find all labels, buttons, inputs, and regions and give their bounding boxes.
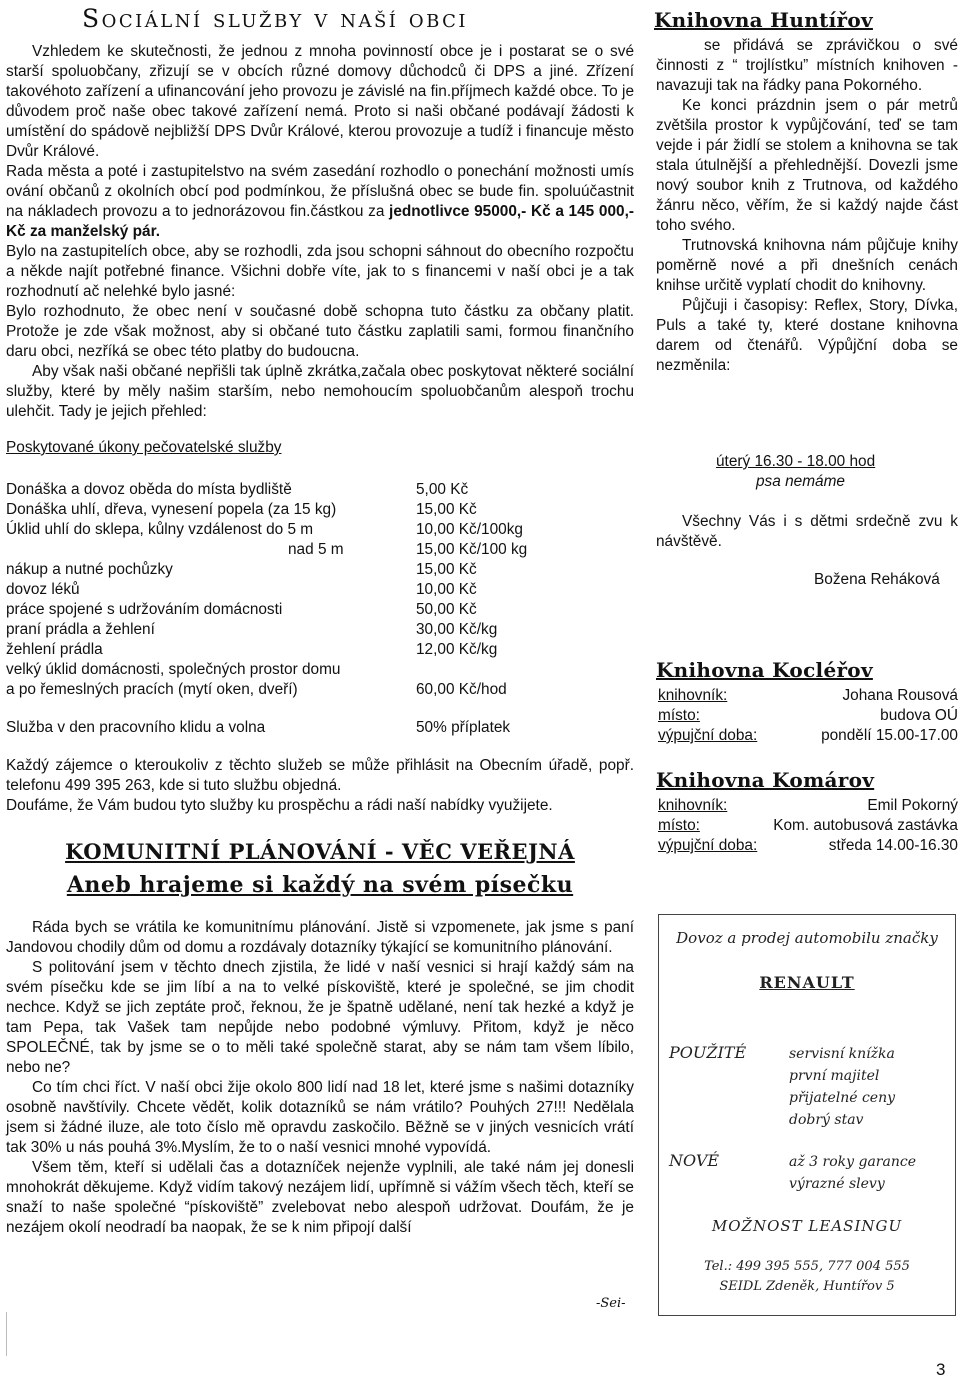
intro-paragraph-3: Bylo na zastupitelích obce, aby se rozhodli, zda jsou schopni sáhnout do obecního rozpočtu a někde najít potřebné finance. Všichni dobře víte, jak to s financemi v naší obci je a tak rozhodnutí ač nelehké bylo jasné: xyxy=(6,243,634,300)
kv-value: Kom. autobusová zastávka xyxy=(773,817,958,834)
page-number: 3 xyxy=(936,1360,946,1379)
ad-used-features xyxy=(789,1043,895,1131)
service-name: a po řemeslných pracích (mytí oken, dveří) xyxy=(6,681,298,698)
kv-label: místo: xyxy=(658,707,700,724)
community-title: KOMUNITNÍ PLÁNOVÁNÍ - VĚC VEŘEJNÁ xyxy=(65,839,575,864)
library-note: psa nemáme xyxy=(756,473,845,490)
service-name: praní prádla a žehlení xyxy=(6,621,155,638)
intro-section xyxy=(6,42,634,422)
library-hours: úterý 16.30 - 18.00 hod xyxy=(716,453,876,470)
intro-paragraph-4: Bylo rozhodnuto, že obec není v současné době schopna tuto částku za občany platit. Protože je zde však možnost, aby si občané tuto částku zaplatili sami, formou finančního daru obci, nezříká se obec této platby do budoucna. xyxy=(6,303,634,360)
car-dealer-ad xyxy=(658,914,956,1316)
ad-new-label: NOVÉ xyxy=(669,1151,720,1170)
library-komarov-title: Knihovna Komárov xyxy=(656,768,875,792)
page-title: Sociální služby v naší obci xyxy=(82,4,469,33)
ad-feature: výrazné slevy xyxy=(789,1176,885,1192)
ad-dealer: SEIDL Zdeněk, Huntířov 5 xyxy=(719,1279,895,1294)
ad-leasing: MOŽNOST LEASINGU xyxy=(711,1217,903,1235)
service-price: 60,00 Kč/hod xyxy=(416,681,507,698)
services-hope: Doufáme, že Vám budou tyto služby ku prospěchu a rádi naší nabídky využijete. xyxy=(6,797,553,814)
huntirov-paragraph-4: Půjčuji i časopisy: Reflex, Story, Dívka, Puls a také ty, které dostane knihovna darem od čtenářů. Výpůjční doba se nezměnila: xyxy=(656,297,958,374)
service-price: 15,00 Kč xyxy=(416,501,477,518)
service-price: 30,00 Kč/kg xyxy=(416,621,498,638)
ad-feature: přijatelné ceny xyxy=(789,1090,896,1106)
services-contact: Každý zájemce o kteroukoliv z těchto služeb se může přihlásit na Obecním úřadě, popř. telefonu 499 395 263, kde si tuto službu objedná. xyxy=(6,757,634,794)
ad-feature: dobrý stav xyxy=(789,1112,864,1128)
community-paragraph-1: Ráda bych se vrátila ke komunitnímu plánování. Jistě si vzpomenete, jak jsme s paní Jandovou chodily dům od domu a rozdávaly dotazníky týkající se komunitního plánování. xyxy=(6,919,634,956)
article-signature: -Sei- xyxy=(596,1296,626,1311)
intro-paragraph-1: Vzhledem ke skutečnosti, že jednou z mnoha povinností obce je i postarat se o své starší spoluobčany, zřizují se v obcích různé domovy důchodců či DPS a jiné. Zřízení takovéhoto zařízení a ufinancování jeho provozu je závislé na fin.příjmech každé obce. To je důvodem proč naše obec takové zařízení nemá. Proto si naši občané podávají žádosti k umístění do spádově nejbližší DPS Dvůr Králové, kterou provozuje a tudíž i financuje město Dvůr Králové. xyxy=(6,43,634,160)
community-article xyxy=(6,918,634,1238)
ad-new-features xyxy=(789,1151,916,1195)
kv-label: knihovník: xyxy=(658,687,728,704)
huntirov-paragraph-2: Ke konci prázdnin jsem o pár metrů zvětšila prostor k vypůjčování, teď se tam vejde i pár židlí se stolem a knihovna se tak stala útulnější a přehlednější. Dovezli jsme nový soubor knih z Trutnova, od každého žánru něco, věřím, že si každý najde část toho svého. xyxy=(656,97,958,234)
kv-label: výpujční doba: xyxy=(658,727,758,744)
intro-paragraph-2-price: jednotlivce 95000,- Kč a 145 000,- Kč za manželský pár. xyxy=(6,203,634,240)
services-heading: Poskytované úkony pečovatelské služby xyxy=(6,439,282,456)
ad-used-label: POUŽITÉ xyxy=(669,1043,747,1062)
ad-phone: Tel.: 499 395 555, 777 004 555 xyxy=(704,1259,910,1274)
service-name: práce spojené s udržováním domácnosti xyxy=(6,601,283,618)
service-price: 50,00 Kč xyxy=(416,601,477,618)
library-author: Božena Reháková xyxy=(814,571,940,588)
service-price: 10,00 Kč/100kg xyxy=(416,521,523,538)
ad-feature: servisní knížka xyxy=(789,1046,895,1062)
service-price: 15,00 Kč/100 kg xyxy=(416,541,528,558)
library-kocleirov-title: Knihovna Kocléřov xyxy=(656,658,873,682)
intro-paragraph-2-text: Rada města a poté i zastupitelstvo na svém zasedání rozhodlo o ponechání možnosti umís ování občanů z okolních obcí pod podmínkou, že příslušná obec se bude fin. spoluúčastnit na nákladech provozu a to jednorázovou fin.částkou za xyxy=(6,163,634,220)
library-huntirov-article xyxy=(656,36,958,376)
intro-paragraph-2 xyxy=(6,162,634,242)
service-name: žehlení prádla xyxy=(6,641,103,658)
kv-value: pondělí 15.00-17.00 xyxy=(821,727,958,744)
library-huntirov-title: Knihovna Huntířov xyxy=(654,8,873,32)
service-name: dovoz léků xyxy=(6,581,80,598)
ad-feature: až 3 roky garance xyxy=(789,1154,916,1170)
library-invite-text: Všechny Vás i s dětmi srdečně zvu k návštěvě. xyxy=(656,513,958,550)
kv-value: Johana Rousová xyxy=(842,687,958,704)
service-price: 10,00 Kč xyxy=(416,581,477,598)
service-name: nad 5 m xyxy=(288,541,344,558)
community-paragraph-3: Co tím chci říct. V naší obci žije okolo 800 lidí nad 18 let, které jsme s našimi dotazníky osobně navštívily. Chcete vědět, kolik dotazníků se nám vrátilo? Pouhých 27!!! Nedělala jsem si žádné iluze, ale toto číslo mě opravdu zaskočilo. Běžně se v jiných vesnicích vrátí tak 30% u nás pouhá 3%.Myslím, že to o naší vesnici mnohé vypovídá. xyxy=(6,1079,634,1156)
community-paragraph-2: S politování jsem v těchto dnech zjistila, že lidé v naší vesnici si hrají každý sám na svém písečku kde se jim líbí a na to velké pískoviště, které je společné, se jim chodit nechce. Když se jich zeptáte proč, řeknou, že je špatně udělané, není tak hezké a když je tam Pepa, tak Vašek tam nepůjde nebo podobné výmluvy. Přitom, když je něco SPOLEČNÉ, tak by jsme se o to měli také společně starat, aby se nám tam všem líbilo, nebo ne? xyxy=(6,959,634,1076)
service-price: 15,00 Kč xyxy=(416,561,477,578)
kv-value: středa 14.00-16.30 xyxy=(828,837,958,854)
service-name: nákup a nutné pochůzky xyxy=(6,561,173,578)
huntirov-paragraph-1: se přidává se zprávičkou o své činnosti z “ trojlístku” místních knihoven -navazuji tak na řádky pana Pokorného. xyxy=(656,37,958,94)
kv-value: budova OÚ xyxy=(880,707,958,724)
ad-feature: první majitel xyxy=(789,1068,880,1084)
intro-paragraph-5: Aby však naši občané nepřišli tak úplně zkrátka,začala obec poskytovat některé sociální služby, které by měly našim starším, nebo nemohoucím spoluobčanům alespoň trochu ulehčit. Tady je jejich přehled: xyxy=(6,363,634,420)
community-paragraph-4: Všem těm, kteří si udělali čas a dotazníček nejenže vyplnili, ale také nám jej donesli mnohokrát děkujeme. Když vidím takový nezájem lidí, upřímně si vážím všech těch, kteří se snaží to naše společné “pískoviště” zvelebovat nebo alespoň udržovat. Doufám, že je nezájem okolí neodradí ba naopak, že se k nim připojí další xyxy=(6,1159,634,1236)
kv-value: Emil Pokorný xyxy=(867,797,958,814)
service-price: 5,00 Kč xyxy=(416,481,469,498)
margin-line xyxy=(6,1312,7,1356)
kv-label: výpujční doba: xyxy=(658,837,758,854)
service-price: 12,00 Kč/kg xyxy=(416,641,498,658)
ad-headline: Dovoz a prodej automobilu značky xyxy=(676,929,938,947)
service-name: Služba v den pracovního klidu a volna xyxy=(6,719,266,736)
service-price: 50% příplatek xyxy=(416,719,511,736)
kv-label: knihovník: xyxy=(658,797,728,814)
service-name: Donáška a dovoz oběda do místa bydliště xyxy=(6,481,292,498)
kv-label: místo: xyxy=(658,817,700,834)
library-invite xyxy=(656,512,958,552)
huntirov-paragraph-3: Trutnovská knihovna nám půjčuje knihy poměrně nové a při dnešních cenách knihse určitě vyplatí chodit do knihovny. xyxy=(656,237,958,294)
service-name: Úklid uhlí do sklepa, kůlny vzdálenost do 5 m xyxy=(6,521,314,538)
services-footer xyxy=(6,756,634,816)
service-name: Donáška uhlí, dřeva, vynesení popela (za 15 kg) xyxy=(6,501,337,518)
service-name: velký úklid domácnosti, společných prostor domu xyxy=(6,661,341,678)
community-subtitle: Aneb hrajeme si každý na svém písečku xyxy=(66,872,574,898)
ad-brand: RENAULT xyxy=(759,973,855,992)
